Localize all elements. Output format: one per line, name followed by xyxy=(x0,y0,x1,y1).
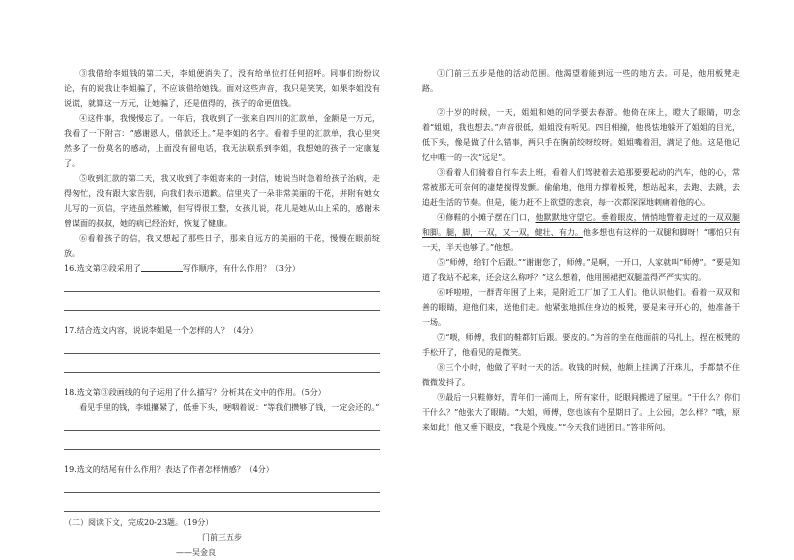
spacer xyxy=(64,314,380,323)
left-paragraph-4: ④这件事，我慢慢忘了。一年后，我收到了一张来自四川的汇款单，金额是一万元，我看了一下附言：“感谢恩人，借款还上。”是李姐的名字。看着手里的汇款单，我心里突然多了一份莫名的感动，上面没有留电话，我无法联系到李姐，我想她的孩子一定康复了。 xyxy=(64,114,380,168)
right-paragraph-6: ⑥呼啦啦，一群青年围了上来，是附近工厂加了工人们。他认识他们。看着一双双和善的眼睛，迎他们来，送他们走。他紧张地抓住身边的板凳，要是来寻开心的，他准备干一场。 xyxy=(422,288,740,327)
answer-line[interactable] xyxy=(64,295,380,311)
right-column xyxy=(422,66,740,435)
left-paragraph-5: ⑤收到汇款的第二天，我又收到了李姐寄来的一封信，她说当时急着给孩子治病，走得匆忙，没有跟大家告别，向我们表示道歉。信里夹了一朵非常美丽的干花，并附有她女儿写的一页信，字迹虽然稚嫩，但写得很工整，女孩儿说，花儿是她从山上采的，感谢未曾谋面的叔叔，她的病已经治好，恢复了健康。 xyxy=(64,174,380,228)
question-17: 17.结合选文内容，说说李姐是一个怎样的人？（4分） xyxy=(64,326,258,335)
question-16-text-b: 写作顺序，有什么作用？（3分） xyxy=(182,264,300,273)
section-2-heading: （二）阅读下文，完成20-23题。（19分） xyxy=(64,518,214,527)
question-16 xyxy=(64,261,380,276)
answer-line[interactable] xyxy=(64,434,380,450)
right-paragraph-7: ⑦“喂，师傅，我们的鞋都钉后跟。要皮的。”为首的坐在他面前的马扎上，捏在板凳的手松开了，他看见的是微笑。 xyxy=(422,333,740,357)
right-paragraph-1: ①门前三五步是他的活动范围。他渴望着能到远一些的地方去。可是，他用板凳走路。 xyxy=(422,69,740,93)
question-18-quote: 看见手里的钱，李姐攥紧了，低垂下头，哽咽着说：“等我们攒够了钱，一定会还的。” xyxy=(79,403,380,412)
question-16-blank[interactable] xyxy=(141,262,183,272)
left-paragraph-6: ⑥看着孩子的信，我又想起了那些日子，那来自远方的美丽的干花，慢慢在眼前绽放。 xyxy=(64,234,380,258)
answer-line[interactable] xyxy=(64,338,380,354)
right-paragraph-3: ③看着人们骑着自行车去上班，看着人们驾驶着去追那要要起动的汽车，他的心，常常被那无可奈何的凄楚搅得发颤。偷偷地，他用力撑着板凳，想站起来，去跑、去跳，去追赶生活的节奏。但是，能力赶不上欲望的悲哀，每一次都深深地刺痛着他的心。 xyxy=(422,168,740,207)
answer-line[interactable] xyxy=(64,357,380,373)
spacer xyxy=(64,453,380,462)
answer-line[interactable] xyxy=(64,276,380,292)
right-paragraph-2: ②十岁的时候，一天，姐姐和她的同学要去春游。他倚在床上，瞪大了眼睛，叨念着“姐姐，我也想去。”声音很低，姐姐没有听见。四目相撞，他畏怯地躲开了姐姐的目光，低下头，像是做了什么错事，两只手在胸前绞呀绞呀。姐姐嘴着泪，满足了他。这是他记忆中唯一的一次“远足”。 xyxy=(422,108,740,162)
question-16-text-a: 16.选文第②段采用了 xyxy=(64,264,141,273)
right-paragraph-4-a: ④修鞋的小摊子摆在门口， xyxy=(437,213,536,222)
left-paragraph-3: ③我借给李姐钱的第二天，李姐便消失了，没有给单位打任何招呼。同事们纷纷议论，有的说我让李姐骗了，不应该借给她钱。面对这些声音，我只是笑笑，如果李姐没有说谎，就算这一万元，让她骗了，还是值得的，孩子的命更值钱。 xyxy=(64,69,380,108)
right-paragraph-8: ⑧三个小时，他做了平时一天的活。收钱的时候，他额上挂满了汗珠儿，手都禁不住微微发抖了。 xyxy=(422,363,740,387)
left-column xyxy=(64,66,380,560)
question-18: 18.选文第③段画线的句子运用了什么描写？分析其在文中的作用。（5分） xyxy=(64,388,326,397)
right-paragraph-4 xyxy=(422,210,740,255)
answer-line[interactable] xyxy=(64,496,380,512)
spacer xyxy=(422,96,740,105)
right-paragraph-5: ⑤“师傅，给钉个后跟。”“谢谢您了，师傅。”是啊，一开口，人家就叫“师傅”。“要是知道了我站不起来，还会这么称呼？”这么想着，他用围裙把双腿盖得严严实实的。 xyxy=(422,258,740,282)
article-title: 门前三五步 xyxy=(202,533,242,542)
article-author: ——吴金良 xyxy=(176,548,216,557)
right-paragraph-9: ⑨最后一只鞋修好，青年们一涌而上，所有家什，眨眼间搬进了屋里。“干什么？你们干什么？”他张大了眼睛。“大姐，师傅，您也该有个星期日了。上公园，怎么样？”哦，原来如此！他又垂下眼皮，“我是个残废。”“今天我们进团日。”答非所问。 xyxy=(422,393,740,432)
answer-line[interactable] xyxy=(64,477,380,493)
answer-line[interactable] xyxy=(64,415,380,431)
right-paragraph-4-b: 他多想也有这样的一双腿和脚呀！“哪怕只有一天，半天也够了。”他想。 xyxy=(422,228,741,252)
spacer xyxy=(64,376,380,385)
underlined-sentence: 他默默地守望它。垂着眼皮，情悄地瞥着走过的一双双腿和脚。腿，脚，一双，又一双，健壮、有力。 xyxy=(422,213,741,237)
question-19: 19.选文的结尾有什么作用？表达了作者怎样情感？（4分） xyxy=(64,465,274,474)
